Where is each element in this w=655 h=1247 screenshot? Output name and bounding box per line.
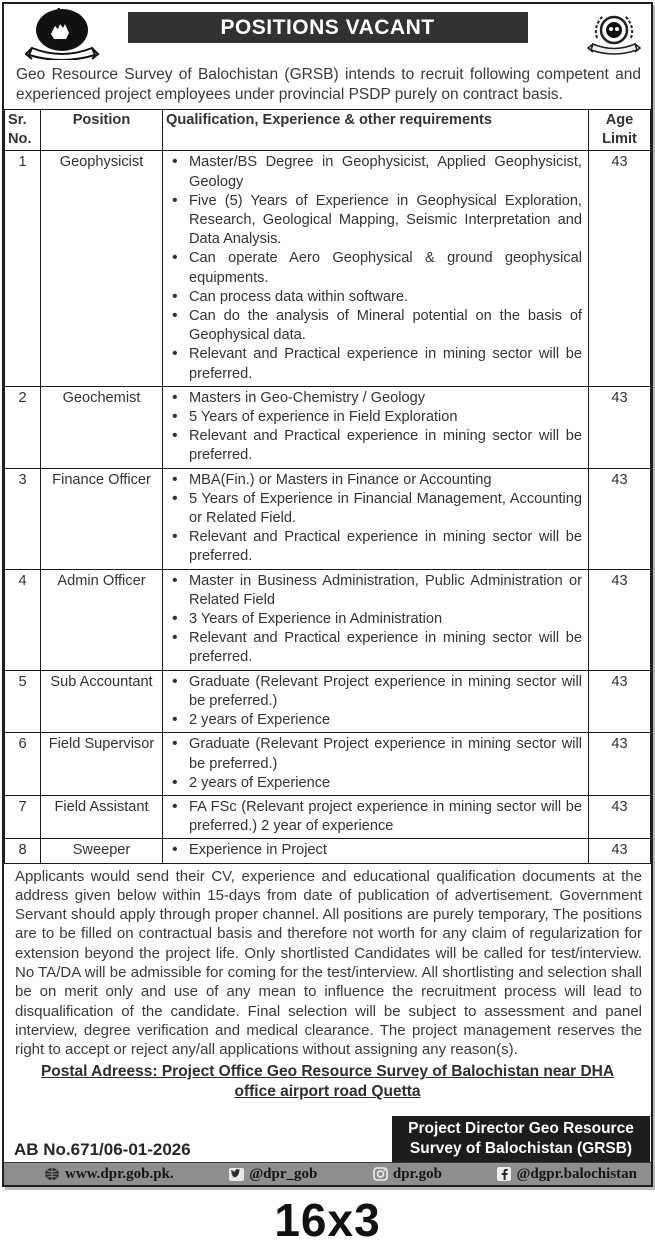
qualification-bullet: • 2 years of Experience	[163, 774, 582, 793]
instagram-icon	[373, 1167, 388, 1181]
positions-table	[4, 109, 651, 864]
qualification-bullet: • Graduate (Relevant Project experience in mining sector will be preferred.)	[163, 735, 582, 773]
social-bar	[4, 1162, 651, 1185]
cell-position: Sub Accountant	[41, 670, 163, 733]
twitter-icon	[229, 1168, 244, 1181]
cell-qualification	[163, 151, 589, 386]
header-position: Position	[41, 110, 163, 151]
cell-sr-no: 7	[5, 795, 41, 838]
header-qualification: Qualification, Experience & other requirements	[163, 110, 589, 151]
cell-position: Field Supervisor	[41, 733, 163, 796]
cell-sr-no: 6	[5, 733, 41, 796]
cell-age-limit: 43	[589, 468, 651, 569]
page-title: POSITIONS VACANT	[128, 12, 528, 43]
instagram-handle: dpr.gob	[392, 1165, 442, 1182]
cell-age-limit: 43	[589, 733, 651, 796]
instagram-item	[373, 1166, 442, 1183]
ad-size-label: 16x3	[274, 1194, 381, 1247]
facebook-handle: @dgpr.balochistan	[516, 1165, 637, 1182]
qualification-bullet: • Relevant and Practical experience in mining sector will be preferred.	[163, 427, 582, 465]
qualification-bullet: • Can do the analysis of Mineral potential on the basis of Geophysical data.	[163, 307, 582, 345]
cell-qualification	[163, 733, 589, 796]
globe-icon	[44, 1167, 60, 1181]
qualification-bullet: • Experience in Project	[163, 841, 582, 860]
intro-text: Geo Resource Survey of Balochistan (GRSB) intends to recruit following competent and experienced project employees under provincial PSDP purely on contract basis.	[16, 66, 641, 103]
cell-sr-no: 2	[5, 386, 41, 468]
qualification-bullet: • Five (5) Years of Experience in Geophysical Exploration, Research, Geological Mapping, Seismic Interpretation and Data Analysis.	[163, 192, 582, 250]
cell-position: Sweeper	[41, 839, 163, 863]
cell-position: Finance Officer	[41, 468, 163, 569]
qualification-bullet: • Masters in Geo-Chemistry / Geology	[163, 389, 582, 408]
table-row	[5, 733, 651, 796]
table-row	[5, 839, 651, 863]
table-row	[5, 795, 651, 838]
positions-table-body	[5, 151, 651, 863]
qualification-bullet: • Master in Business Administration, Public Administration or Related Field	[163, 572, 582, 610]
cell-qualification	[163, 839, 589, 863]
qualification-bullet: • 5 Years of Experience in Financial Management, Accounting or Related Field.	[163, 490, 582, 528]
qualification-bullet: • 2 years of Experience	[163, 711, 582, 730]
table-header-row	[5, 110, 651, 151]
masthead	[4, 4, 651, 62]
cell-qualification	[163, 569, 589, 670]
cell-sr-no: 1	[5, 151, 41, 386]
facebook-icon	[497, 1167, 511, 1181]
facebook-item	[497, 1166, 637, 1183]
website-text: www.dpr.gob.pk.	[65, 1165, 174, 1182]
twitter-handle: @dpr_gob	[249, 1165, 318, 1182]
ab-number: AB No.671/06-01-2026	[14, 1140, 191, 1160]
signature-row	[4, 1104, 651, 1162]
qualification-bullet: • MBA(Fin.) or Masters in Finance or Accounting	[163, 471, 582, 490]
qualification-bullet: • 5 Years of experience in Field Exploration	[163, 408, 582, 427]
qualification-bullet: • Graduate (Relevant Project experience in mining sector will be preferred.)	[163, 673, 582, 711]
cell-qualification	[163, 670, 589, 733]
cell-sr-no: 5	[5, 670, 41, 733]
qualification-bullet: • Can operate Aero Geophysical & ground geophysical equipments.	[163, 249, 582, 287]
header-age-limit: Age Limit	[589, 110, 651, 151]
cell-age-limit: 43	[589, 151, 651, 386]
balochistan-crest-icon	[18, 8, 106, 65]
signature-box: Project Director Geo Resource Survey of Balochistan (GRSB)	[392, 1116, 650, 1162]
postal-address: Postal Adreess: Project Office Geo Resource Survey of Balochistan near DHA office airport road Quetta	[40, 1063, 615, 1101]
department-seal-icon	[585, 10, 643, 71]
qualification-bullet: • 3 Years of Experience in Administration	[163, 610, 582, 629]
qualification-bullet: • Can process data within software.	[163, 288, 582, 307]
table-row	[5, 468, 651, 569]
cell-age-limit: 43	[589, 386, 651, 468]
cell-position: Admin Officer	[41, 569, 163, 670]
cell-position: Geochemist	[41, 386, 163, 468]
table-row	[5, 386, 651, 468]
cell-sr-no: 8	[5, 839, 41, 863]
cell-age-limit: 43	[589, 569, 651, 670]
terms-text: Applicants would send their CV, experience and educational qualification documents at the address given below within 15-days from date of publication of advertisement. Government Servant should apply through proper channel. All positions are purely temporary, The positions are to be filled on contractual basis and therefore not worth for any claim of regularization for extension beyond the project life. Only shortlisted Candidates will be called for test/interview. No TA/DA will be admissible for coming for the test/interview. All shortlisting and selection shall be on merit only and use of any mean to influence the recruitment process will lead to disqualification of the candidate. Final selection will be subject to assessment and panel interview, degree verification and medical clearance. The project management reserves the right to accept or reject any/all applications without assigning any reason(s).	[15, 867, 642, 1059]
qualification-bullet: • Relevant and Practical experience in mining sector will be preferred.	[163, 345, 582, 383]
qualification-bullet: • FA FSc (Relevant project experience in mining sector will be preferred.) 2 year of experience	[163, 798, 582, 836]
qualification-bullet: • Relevant and Practical experience in mining sector will be preferred.	[163, 528, 582, 566]
table-row	[5, 670, 651, 733]
cell-sr-no: 4	[5, 569, 41, 670]
cell-qualification	[163, 386, 589, 468]
cell-qualification	[163, 468, 589, 569]
table-row	[5, 569, 651, 670]
cell-age-limit: 43	[589, 839, 651, 863]
advertisement	[2, 2, 653, 1187]
header-sr-no: Sr. No.	[5, 110, 41, 151]
cell-age-limit: 43	[589, 795, 651, 838]
cell-position: Geophysicist	[41, 151, 163, 386]
table-row	[5, 151, 651, 386]
cell-qualification	[163, 795, 589, 838]
qualification-bullet: • Relevant and Practical experience in mining sector will be preferred.	[163, 629, 582, 667]
twitter-item	[229, 1166, 317, 1183]
website-item	[44, 1166, 174, 1183]
cell-position: Field Assistant	[41, 795, 163, 838]
cell-age-limit: 43	[589, 670, 651, 733]
qualification-bullet: • Master/BS Degree in Geophysicist, Applied Geophysicist, Geology	[163, 153, 582, 191]
cell-sr-no: 3	[5, 468, 41, 569]
